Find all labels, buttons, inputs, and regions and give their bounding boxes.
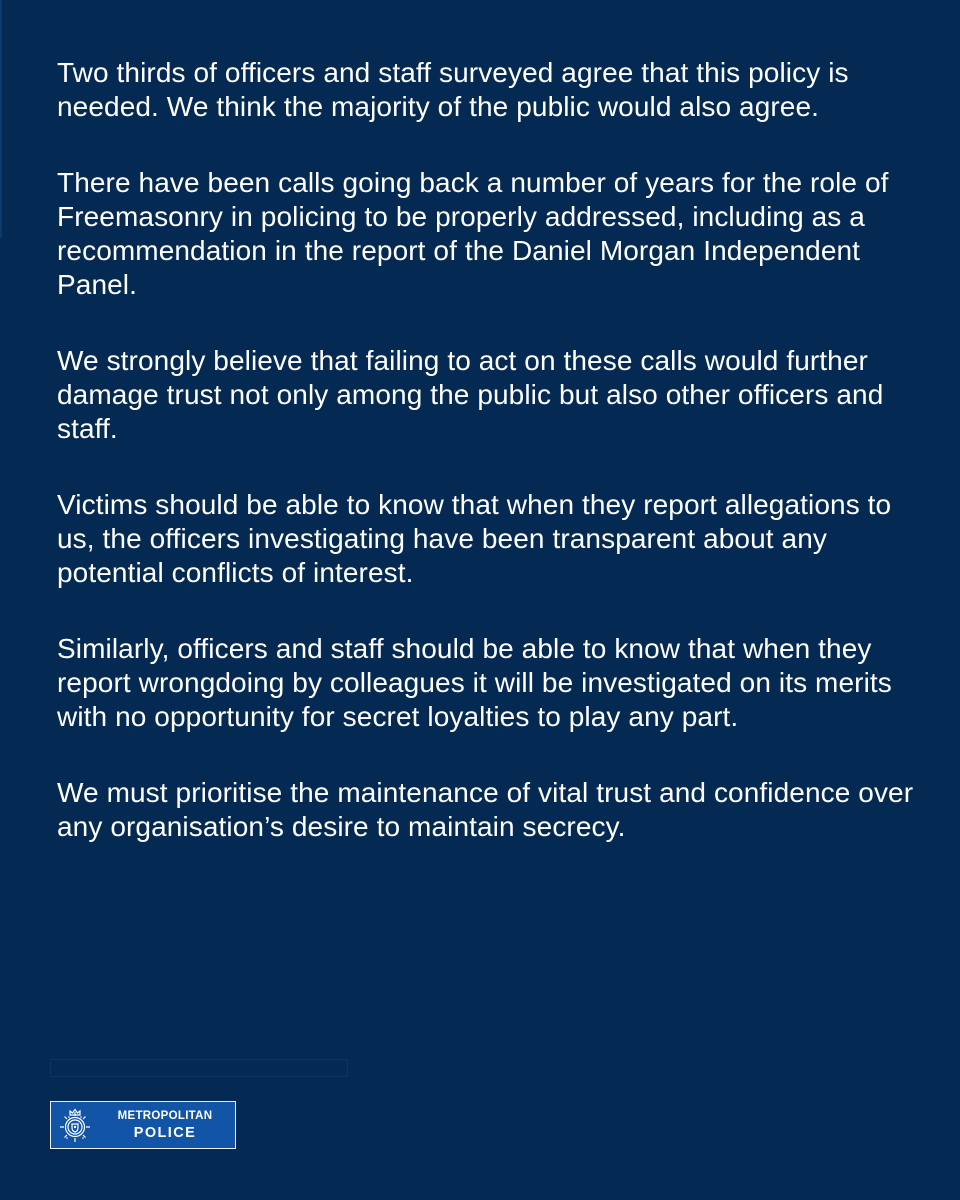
- paragraph-survey: Two thirds of officers and staff surveyed agree that this policy is needed. We think the majority of the public would also agree.: [57, 57, 849, 122]
- divider-box: [50, 1059, 348, 1077]
- paragraph-secrecy: We must prioritise the maintenance of vital trust and confidence over any organisation’s desire to maintain secrecy.: [57, 777, 914, 842]
- met-police-logo: [50, 1101, 236, 1149]
- paragraph-calls: There have been calls going back a number of years for the role of Freemasonry in policing to be properly addressed, including as a recommendation in the report of the Daniel Morgan Independent Panel.: [57, 167, 889, 300]
- paragraph-victims: Victims should be able to know that when they report allegations to us, the officers investigating have been transparent about any potential conflicts of interest.: [57, 489, 892, 588]
- paragraph-officers: Similarly, officers and staff should be able to know that when they report wrongdoing by colleagues it will be investigated on its merits with no opportunity for secret loyalties to play any part.: [57, 633, 892, 732]
- logo-line-metropolitan: METROPOLITAN: [117, 1110, 213, 1122]
- paragraph-trust: We strongly believe that failing to act on these calls would further damage trust not only among the public but also other officers and staff.: [57, 345, 884, 444]
- logo-wordmark: [95, 1108, 235, 1142]
- police-crest-icon: [55, 1105, 95, 1145]
- left-edge-line: [0, 0, 2, 238]
- logo-line-police: POLICE: [133, 1125, 197, 1141]
- statement-text: [57, 56, 917, 886]
